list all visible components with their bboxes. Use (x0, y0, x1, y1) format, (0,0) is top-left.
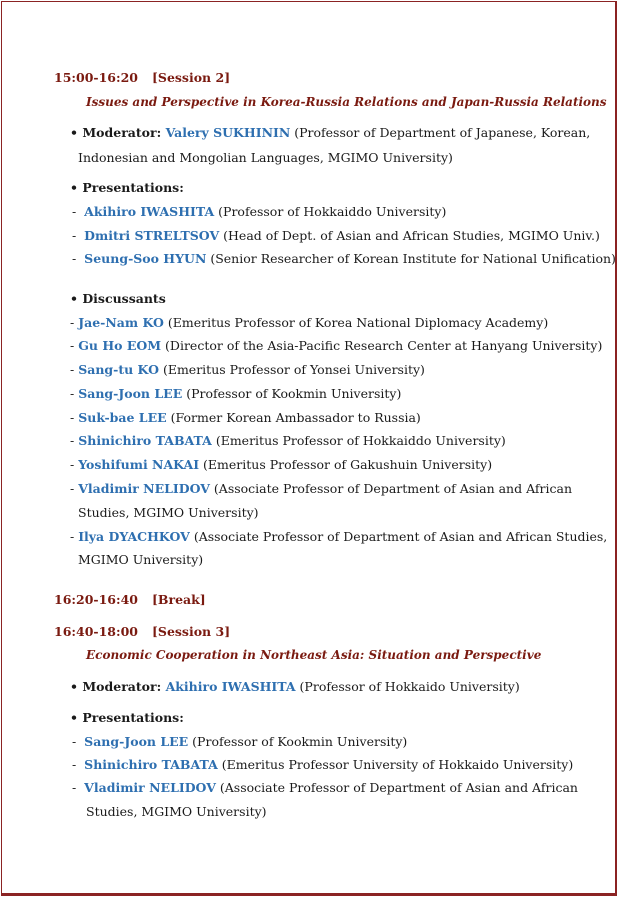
moderator-desc: (Professor of Department of Japanese, Korean, (290, 125, 591, 140)
discussant-name: Gu Ho EOM (78, 338, 162, 353)
discussant-name: Sang-tu KO (78, 362, 159, 377)
discussant-name: Ilya DYACHKOV (78, 529, 190, 544)
session2-moderator-desc-line2: Indonesian and Mongolian Languages, MGIMO University) (78, 150, 453, 165)
list-item: - Gu Ho EOM (Director of the Asia-Pacific Research Center at Hanyang University) (70, 338, 603, 353)
session3-time: 16:40-18:00 (54, 624, 138, 639)
list-item-continuation: Studies, MGIMO University) (78, 505, 259, 520)
moderator-label: Moderator (82, 125, 157, 140)
bullet: • (70, 125, 83, 140)
session2-tag: [Session 2] (152, 70, 231, 85)
presentations-label: Presentations: (82, 180, 184, 195)
break-tag: [Break] (152, 592, 206, 607)
presenter-name: Vladimir NELIDOV (84, 780, 216, 795)
presenter-name: Shinichiro TABATA (84, 757, 218, 772)
session2-time: 15:00-16:20 (54, 70, 138, 85)
list-item: - Yoshifumi NAKAI (Emeritus Professor of Gakushuin University) (70, 457, 493, 472)
list-item: - Seung-Soo HYUN (Senior Researcher of Korean Institute for National Unification) (72, 251, 616, 266)
break-time: 16:20-16:40 (54, 592, 138, 607)
presenter-name: Dmitri STRELTSOV (84, 228, 220, 243)
session3-header (54, 624, 230, 639)
moderator-name: Valery SUKHININ (165, 125, 291, 140)
moderator-desc: (Professor of Hokkaido University) (295, 679, 520, 694)
list-item: - Sang-tu KO (Emeritus Professor of Yonsei University) (70, 362, 425, 377)
list-item: - Ilya DYACHKOV (Associate Professor of Department of Asian and African Studies, (70, 529, 608, 544)
discussant-name: Shinichiro TABATA (78, 433, 212, 448)
discussant-name: Suk-bae LEE (78, 410, 167, 425)
list-item: - Sang-Joon LEE (Professor of Kookmin University) (72, 734, 408, 749)
list-item: - Vladimir NELIDOV (Associate Professor of Department of Asian and African (72, 780, 578, 795)
break-header (54, 592, 206, 607)
list-item-continuation: Studies, MGIMO University) (86, 804, 267, 819)
list-item: - Akihiro IWASHITA (Professor of Hokkaiddo University) (72, 204, 447, 219)
moderator-name: Akihiro IWASHITA (165, 679, 296, 694)
session2-header (54, 70, 230, 85)
session2-presentations-heading: • Presentations: (70, 180, 184, 195)
presentations-label: Presentations: (82, 710, 184, 725)
list-item: - Shinichiro TABATA (Emeritus Professor of Hokkaiddo University) (70, 433, 506, 448)
session2-discussants-heading: • Discussants (70, 291, 166, 306)
session3-presentations-heading: • Presentations: (70, 710, 184, 725)
session3-title: Economic Cooperation in Northeast Asia: Situation and Perspective (86, 648, 542, 662)
discussant-name: Yoshifumi NAKAI (78, 457, 200, 472)
presenter-name: Seung-Soo HYUN (84, 251, 207, 266)
list-item: - Shinichiro TABATA (Emeritus Professor University of Hokkaido University) (72, 757, 574, 772)
list-item: - Jae-Nam KO (Emeritus Professor of Korea National Diplomacy Academy) (70, 315, 549, 330)
session2-title: Issues and Perspective in Korea-Russia Relations and Japan-Russia Relations (86, 95, 607, 109)
list-item: - Vladimir NELIDOV (Associate Professor of Department of Asian and African (70, 481, 572, 496)
discussant-name: Jae-Nam KO (78, 315, 164, 330)
discussant-name: Vladimir NELIDOV (78, 481, 210, 496)
list-item: - Suk-bae LEE (Former Korean Ambassador to Russia) (70, 410, 421, 425)
session3-moderator: • Moderator: Akihiro IWASHITA (Professor of Hokkaido University) (70, 679, 520, 694)
discussant-name: Sang-Joon LEE (78, 386, 183, 401)
presenter-name: Akihiro IWASHITA (84, 204, 215, 219)
discussants-label: Discussants (82, 291, 166, 306)
moderator-label: Moderator (82, 679, 157, 694)
list-item: - Sang-Joon LEE (Professor of Kookmin University) (70, 386, 402, 401)
presenter-name: Sang-Joon LEE (84, 734, 189, 749)
list-item-continuation: MGIMO University) (78, 552, 204, 567)
list-item: - Dmitri STRELTSOV (Head of Dept. of Asian and African Studies, MGIMO Univ.) (72, 228, 600, 243)
session2-moderator: • Moderator: Valery SUKHININ (Professor of Department of Japanese, Korean, (70, 125, 591, 140)
session3-tag: [Session 3] (152, 624, 231, 639)
